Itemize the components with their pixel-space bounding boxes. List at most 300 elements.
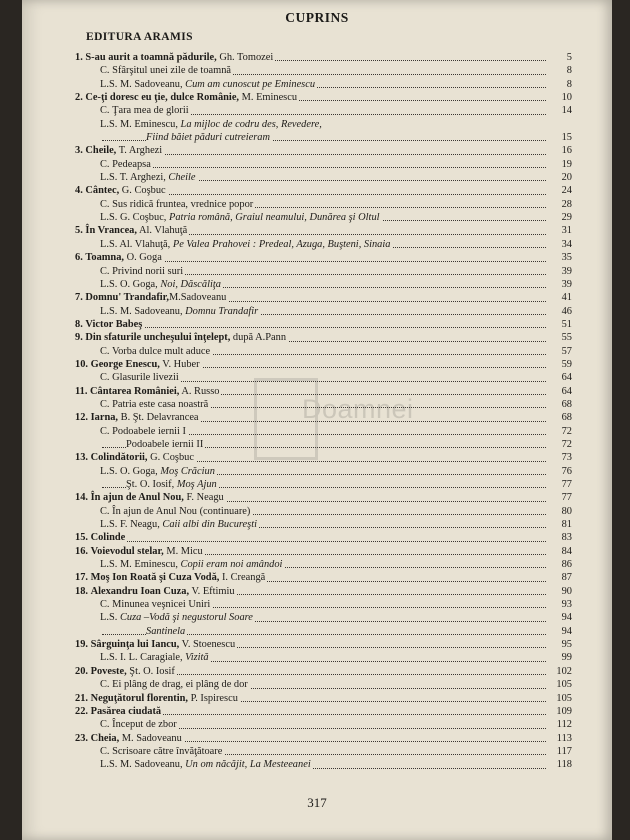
toc-entry-author: G. Coşbuc, bbox=[119, 212, 170, 224]
toc-entry-number: 1. bbox=[75, 52, 83, 63]
toc-entry bbox=[22, 224, 612, 237]
toc-entry-marker: L.S. bbox=[100, 278, 118, 290]
toc-entry-number: 19. bbox=[75, 639, 88, 651]
toc-entry-author: Sfârşitul unei zile de toamnă bbox=[112, 65, 232, 77]
toc-entry-text bbox=[75, 251, 164, 264]
toc-entry-number: 4. bbox=[75, 185, 83, 197]
toc-entry-page: 77 bbox=[546, 491, 572, 504]
toc-entry bbox=[22, 251, 612, 264]
toc-entry-author: M. Eminescu bbox=[239, 92, 298, 104]
toc-entry-author: V. Eftimiu bbox=[189, 585, 235, 597]
toc-entry-author: după A.Pann bbox=[230, 332, 287, 344]
toc-entry-author: În ajun de Anul Nou (continuare) bbox=[112, 505, 251, 517]
toc-entry-marker: L.S. bbox=[100, 118, 118, 130]
toc-entry-heading: George Enescu, bbox=[90, 358, 160, 370]
toc-entry bbox=[22, 318, 612, 331]
toc-entry-text bbox=[75, 585, 237, 598]
toc-entry-page: 81 bbox=[546, 518, 572, 531]
toc-entry-text bbox=[75, 385, 221, 398]
toc-entry-text bbox=[100, 611, 255, 624]
toc-entry bbox=[22, 345, 612, 358]
toc-entry-page: 59 bbox=[546, 358, 572, 371]
dot-leader bbox=[102, 541, 546, 542]
toc-entry-heading: Din sfaturile uncheşului înţelept, bbox=[85, 332, 231, 344]
toc-entry-page: 64 bbox=[546, 385, 572, 398]
publisher-heading: EDITURA ARAMIS bbox=[86, 31, 193, 43]
toc-entry-marker: C. bbox=[100, 65, 110, 77]
dot-leader bbox=[102, 167, 546, 168]
toc-entry-number: 13. bbox=[75, 452, 88, 464]
page-number: 317 bbox=[307, 795, 327, 810]
toc-entry-author: P. Ispirescu bbox=[187, 692, 238, 704]
toc-entry-author: Şt. O. Iosif, bbox=[126, 479, 177, 490]
toc-entry-marker: C. bbox=[100, 198, 110, 210]
toc-entry bbox=[22, 692, 612, 705]
toc-entry-author: I. L. Caragiale, bbox=[119, 652, 186, 664]
toc-entry bbox=[22, 505, 612, 518]
toc-entry-marker: L.S. bbox=[100, 212, 118, 224]
toc-entry bbox=[22, 51, 612, 64]
toc-entry-text bbox=[100, 238, 392, 251]
toc-entry-text bbox=[75, 358, 202, 371]
toc-entry-author: Al. Vlahuţă, bbox=[119, 238, 173, 250]
toc-entry bbox=[22, 211, 612, 224]
toc-entry-author: O. Goga bbox=[124, 252, 162, 264]
toc-entry bbox=[22, 118, 612, 131]
toc-entry-page: 14 bbox=[546, 104, 572, 117]
toc-entry-number: 8. bbox=[75, 318, 83, 330]
toc-entry-marker: L.S. bbox=[100, 172, 118, 184]
toc-entry bbox=[22, 131, 612, 144]
toc-entry-text bbox=[75, 91, 299, 104]
toc-entry-marker: L.S. bbox=[100, 559, 118, 571]
toc-entry-text bbox=[100, 64, 233, 77]
toc-entry bbox=[22, 78, 612, 91]
toc-entry-text bbox=[126, 478, 219, 491]
toc-entry-text bbox=[75, 331, 288, 344]
toc-entry-italic-title: Moş Ajun bbox=[176, 479, 217, 490]
toc-entry-text bbox=[100, 278, 223, 291]
toc-entry-heading: Toamna, bbox=[85, 252, 124, 264]
toc-entry-author: Al. Vlahuţă bbox=[136, 225, 188, 237]
toc-entry-page: 94 bbox=[546, 611, 572, 624]
toc-entry-page: 77 bbox=[546, 478, 572, 491]
toc-entry-heading: Moş Ion Roată şi Cuza Vodă, bbox=[90, 572, 220, 584]
toc-entry-page: 93 bbox=[546, 598, 572, 611]
toc-entry-text bbox=[100, 171, 198, 184]
toc-entry-text bbox=[75, 451, 196, 464]
book-page bbox=[22, 0, 612, 840]
toc-entry-page: 86 bbox=[546, 558, 572, 571]
toc-entry-marker: C. bbox=[100, 679, 110, 691]
toc-entry-page: 57 bbox=[546, 345, 572, 358]
toc-entry-text bbox=[75, 144, 164, 157]
toc-entry-marker: C. bbox=[100, 425, 110, 437]
toc-entry-author: A. Russo bbox=[179, 385, 220, 397]
toc-entry-number: 21. bbox=[75, 692, 88, 704]
toc-entry-author: Ţara mea de glorii bbox=[112, 105, 189, 117]
toc-entry bbox=[22, 104, 612, 117]
toc-entry-page: 83 bbox=[546, 531, 572, 544]
toc-entry-author: M. Micu bbox=[163, 545, 203, 557]
toc-entry-page: 90 bbox=[546, 585, 572, 598]
toc-entry-heading: Ce-ţi doresc eu ţie, dulce Românie, bbox=[85, 92, 240, 104]
toc-entry-page: 55 bbox=[546, 331, 572, 344]
toc-entry bbox=[22, 465, 612, 478]
toc-entry-text bbox=[75, 531, 127, 544]
toc-entry-page: 95 bbox=[546, 638, 572, 651]
toc-entry-author: M. Sadoveanu, bbox=[119, 78, 186, 90]
toc-entry-page: 72 bbox=[546, 425, 572, 438]
toc-entry-italic-title: Domnu Trandafir bbox=[185, 305, 259, 317]
toc-entry-marker: L.S. bbox=[100, 305, 118, 317]
toc-entry-text bbox=[100, 211, 382, 224]
toc-entry-text bbox=[100, 718, 179, 731]
toc-entry-text bbox=[100, 678, 250, 691]
toc-entry-italic-title: Cheile bbox=[168, 172, 196, 184]
toc-entry bbox=[22, 585, 612, 598]
toc-entry-heading: Voievodul stelar, bbox=[90, 545, 164, 557]
toc-entry-page: 41 bbox=[546, 291, 572, 304]
toc-entry-page: 84 bbox=[546, 545, 572, 558]
toc-entry-page: 15 bbox=[546, 131, 572, 144]
toc-entry-marker: C. bbox=[100, 158, 110, 170]
toc-entry-page: 39 bbox=[546, 265, 572, 278]
toc-entry-text bbox=[100, 745, 224, 758]
toc-entry-marker: C. bbox=[100, 265, 110, 277]
toc-entry-text bbox=[75, 184, 168, 197]
watermark-text: Doamnei bbox=[302, 394, 414, 424]
toc-entry-text bbox=[100, 118, 324, 131]
toc-entry bbox=[22, 611, 612, 624]
toc-entry-page: 46 bbox=[546, 305, 572, 318]
toc-entry-page: 117 bbox=[546, 745, 572, 758]
toc-entry-marker: C. bbox=[100, 505, 110, 517]
toc-entry-text bbox=[75, 705, 163, 718]
toc-entry-marker: L.S. bbox=[100, 759, 118, 771]
toc-entry-author: Patria este casa noastră bbox=[112, 398, 209, 410]
toc-entry-heading: Neguţătorul florentin, bbox=[90, 692, 188, 704]
toc-entry-page: 10 bbox=[546, 91, 572, 104]
toc-entry-author: Glasurile livezii bbox=[112, 372, 179, 384]
toc-entry-text bbox=[75, 411, 201, 424]
toc-entry-number: 10. bbox=[75, 358, 88, 370]
toc-entry bbox=[22, 518, 612, 531]
toc-entry-number: 3. bbox=[75, 145, 83, 157]
toc-entry-text bbox=[75, 51, 275, 64]
toc-entry bbox=[22, 545, 612, 558]
toc-entry-text bbox=[100, 371, 181, 384]
toc-entry-author: Podoabele iernii II bbox=[126, 438, 204, 450]
toc-entry-heading: Domnu' Trandafir, bbox=[85, 292, 169, 304]
toc-entry-marker: C. bbox=[100, 105, 110, 117]
toc-entry-marker: L.S. bbox=[100, 612, 118, 624]
toc-entry-author: O. Goga, bbox=[119, 278, 161, 290]
toc-entry-heading: În ajun de Anul Nou, bbox=[90, 492, 184, 504]
toc-entry-author: Vorba dulce mult aduce bbox=[111, 345, 211, 357]
toc-entry-page: 20 bbox=[546, 171, 572, 184]
toc-entry-page: 73 bbox=[546, 451, 572, 464]
toc-entry-italic-title: Fiind băiet păduri cutreieram bbox=[146, 132, 270, 144]
toc-entry bbox=[22, 758, 612, 771]
toc-entry bbox=[22, 238, 612, 251]
toc-entry-number: 14. bbox=[75, 492, 88, 504]
toc-entry-author: Ei plâng de drag, ei plâng de dor bbox=[112, 679, 248, 691]
toc-entry-author: Pedeapsa bbox=[112, 158, 151, 170]
toc-entry-page: 31 bbox=[546, 224, 572, 237]
toc-entry-page: 19 bbox=[546, 158, 572, 171]
toc-entry-page: 112 bbox=[546, 718, 572, 731]
toc-entry-text bbox=[100, 518, 259, 531]
toc-entry-marker: C. bbox=[100, 599, 110, 611]
toc-entry-author: M. Sadoveanu bbox=[119, 732, 182, 744]
toc-entry-text bbox=[100, 651, 211, 664]
toc-entry bbox=[22, 491, 612, 504]
toc-entry-author: M. Sadoveanu, bbox=[119, 305, 186, 317]
toc-entry bbox=[22, 651, 612, 664]
toc-entry-text bbox=[100, 158, 153, 171]
toc-entry-number: 5. bbox=[75, 225, 83, 237]
toc-entry bbox=[22, 745, 612, 758]
toc-entry-heading: Colindătorii, bbox=[90, 452, 148, 464]
toc-entry bbox=[22, 571, 612, 584]
toc-entry bbox=[22, 358, 612, 371]
toc-entry-text bbox=[75, 732, 184, 745]
toc-entry-page: 68 bbox=[546, 398, 572, 411]
toc-entry-text bbox=[100, 104, 191, 117]
toc-entry-italic-title: Caii albi din Bucureşti bbox=[162, 519, 257, 531]
toc-entry-author: V. Huber bbox=[159, 358, 200, 370]
toc-entry-number: 15. bbox=[75, 532, 88, 544]
toc-entry-page: 118 bbox=[546, 758, 572, 771]
toc-entry-text bbox=[100, 305, 260, 318]
toc-entry-text bbox=[100, 198, 255, 211]
toc-entry-page: 5 bbox=[546, 51, 572, 64]
toc-entry-page: 8 bbox=[546, 78, 572, 91]
toc-entry-heading: Cântec, bbox=[85, 185, 120, 197]
toc-entry bbox=[22, 558, 612, 571]
toc-entry-text bbox=[100, 598, 212, 611]
toc-entry-heading: Cheia, bbox=[90, 732, 120, 744]
toc-entry-marker: L.S. bbox=[100, 78, 118, 90]
toc-entry-author: V. Stoenescu bbox=[179, 639, 236, 651]
toc-entry-text bbox=[100, 505, 252, 518]
toc-entry-page: 102 bbox=[546, 665, 572, 678]
dot-leader bbox=[102, 327, 546, 328]
toc-entry-number: 11. bbox=[75, 385, 88, 397]
toc-entry bbox=[22, 598, 612, 611]
toc-entry-marker: C. bbox=[100, 398, 110, 410]
toc-entry-italic-title: Moş Crăciun bbox=[160, 465, 215, 477]
toc-entry-text bbox=[75, 665, 177, 678]
toc-entry-text bbox=[75, 291, 228, 304]
toc-entry-author: F. Neagu, bbox=[119, 519, 163, 531]
toc-entry bbox=[22, 278, 612, 291]
toc-entry-author: T. Arghezi bbox=[116, 145, 163, 157]
toc-entry-marker: L.S. bbox=[100, 652, 118, 664]
toc-entry-italic-title: Patria română, Graiul neamului, Dunărea şi Oltul bbox=[169, 212, 380, 224]
toc-entry-text bbox=[100, 78, 317, 91]
toc-entry-italic-title: Un om năcăjit, La Mesteeanei bbox=[185, 759, 311, 771]
toc-entry bbox=[22, 171, 612, 184]
toc-entry-text bbox=[75, 491, 226, 504]
toc-entry-page: 105 bbox=[546, 692, 572, 705]
toc-entry-marker: C. bbox=[100, 345, 110, 357]
toc-entry-marker: C. bbox=[100, 745, 110, 757]
toc-entry-heading: Cheile, bbox=[85, 145, 117, 157]
toc-entry bbox=[22, 291, 612, 304]
toc-entry-author: Gh. Tomozei bbox=[216, 52, 274, 63]
toc-entry bbox=[22, 705, 612, 718]
toc-entry-text bbox=[75, 545, 205, 558]
toc-entry-page: 64 bbox=[546, 371, 572, 384]
toc-entry-heading: Cântarea României, bbox=[90, 385, 180, 397]
toc-entry-page: 109 bbox=[546, 705, 572, 718]
toc-entry-italic-title: Pe Valea Prahovei : Predeal, Azuga, Buşteni, Sinaia bbox=[172, 238, 391, 250]
toc-entry-text bbox=[100, 758, 313, 771]
dot-leader bbox=[102, 194, 546, 195]
toc-entry-number: 7. bbox=[75, 292, 83, 304]
toc-entry-page: 72 bbox=[546, 438, 572, 451]
toc-entry bbox=[22, 678, 612, 691]
toc-entry-text bbox=[75, 318, 144, 331]
toc-entry-author: Început de zbor bbox=[112, 719, 177, 731]
toc-entry-author: B. Şt. Delavrancea bbox=[118, 412, 199, 424]
toc-entry-page: 68 bbox=[546, 411, 572, 424]
toc-entry-heading: S-au aurit a toamnă pădurile, bbox=[85, 52, 217, 63]
toc-entry-text bbox=[100, 398, 210, 411]
toc-entry-marker: C. bbox=[100, 719, 110, 731]
toc-entry-italic-title: Copii eram noi amândoi bbox=[180, 559, 283, 571]
toc-entry-heading: Iarna, bbox=[90, 412, 119, 424]
toc-entry bbox=[22, 184, 612, 197]
toc-entry-marker: L.S. bbox=[100, 238, 118, 250]
toc-entry-text bbox=[146, 131, 272, 144]
toc-entry bbox=[22, 638, 612, 651]
toc-entry-author: Sus ridică fruntea, vrednice popor bbox=[112, 198, 254, 210]
toc-entry-number: 12. bbox=[75, 412, 88, 424]
toc-entry-heading: Poveste, bbox=[90, 665, 127, 677]
toc-entry-page: 24 bbox=[546, 184, 572, 197]
toc-entry-author: M. Eminescu, bbox=[119, 559, 181, 571]
toc-entry-page: 80 bbox=[546, 505, 572, 518]
toc-entry-text bbox=[146, 625, 187, 638]
watermark bbox=[254, 378, 414, 458]
toc-entry-author: Privind norii suri bbox=[112, 265, 184, 277]
toc-entry-page: 99 bbox=[546, 651, 572, 664]
toc-entry-page: 76 bbox=[546, 465, 572, 478]
toc-entry-heading: Alexandru Ioan Cuza, bbox=[90, 585, 190, 597]
toc-entry-italic-title: Cuza –Vodă şi negustorul Soare bbox=[119, 612, 253, 624]
toc-entry-page: 51 bbox=[546, 318, 572, 331]
toc-entry-heading: Pasărea ciudată bbox=[90, 705, 162, 717]
toc-entry-author: F. Neagu bbox=[183, 492, 224, 504]
toc-entry-text bbox=[75, 638, 237, 651]
toc-entry-italic-title: Vizită bbox=[185, 652, 209, 664]
toc-entry-author: Scrisoare către învăţătoare bbox=[112, 745, 223, 757]
toc-entry-author: G. Coşbuc bbox=[147, 452, 194, 464]
toc-entry-marker: L.S. bbox=[100, 465, 118, 477]
toc-entry-page: 29 bbox=[546, 211, 572, 224]
toc-entry-page: 105 bbox=[546, 678, 572, 691]
toc-entry-italic-title: Cum am cunoscut pe Eminescu bbox=[185, 78, 316, 90]
toc-entry-author: I. Creangă bbox=[219, 572, 266, 584]
toc-entry bbox=[22, 718, 612, 731]
toc-entry-text bbox=[100, 558, 284, 571]
toc-entry-italic-title: Santinela bbox=[146, 625, 186, 637]
dot-leader bbox=[102, 154, 546, 155]
toc-entry bbox=[22, 305, 612, 318]
toc-entry-number: 9. bbox=[75, 332, 83, 344]
toc-entry-heading: Sârguinţa lui Iancu, bbox=[90, 639, 180, 651]
toc-entry-author: Şt. O. Iosif bbox=[126, 665, 175, 677]
toc-entry-number: 18. bbox=[75, 585, 88, 597]
toc-entry bbox=[22, 144, 612, 157]
toc-entry-text bbox=[100, 345, 212, 358]
toc-entry-text bbox=[100, 465, 217, 478]
toc-entry-page: 113 bbox=[546, 732, 572, 745]
toc-entry bbox=[22, 198, 612, 211]
toc-entry-page: 28 bbox=[546, 198, 572, 211]
toc-entry-marker: C. bbox=[100, 372, 110, 384]
toc-entry-text bbox=[75, 571, 267, 584]
toc-entry-text bbox=[75, 692, 240, 705]
toc-entry-number: 20. bbox=[75, 665, 88, 677]
toc-entry bbox=[22, 158, 612, 171]
toc-entry bbox=[22, 625, 612, 638]
toc-entry-author: Podoabele iernii I bbox=[112, 425, 187, 437]
toc-entry-number: 6. bbox=[75, 252, 83, 264]
toc-entry bbox=[22, 478, 612, 491]
toc-entry-author: M. Eminescu, bbox=[119, 118, 181, 130]
toc-entry-author: G. Coşbuc bbox=[119, 185, 166, 197]
toc-entry-number: 22. bbox=[75, 705, 88, 717]
toc-entry-text bbox=[75, 224, 189, 237]
toc-entry-number: 16. bbox=[75, 545, 88, 557]
toc-entry-author: M.Sadoveanu bbox=[168, 292, 227, 304]
toc-entry-number: 23. bbox=[75, 732, 88, 744]
page-title: CUPRINS bbox=[285, 10, 349, 25]
toc-entry-author: O. Goga, bbox=[119, 465, 161, 477]
toc-entry bbox=[22, 732, 612, 745]
toc-entry-page: 8 bbox=[546, 64, 572, 77]
toc-entry bbox=[22, 531, 612, 544]
toc-entry-marker: L.S. bbox=[100, 519, 118, 531]
toc-entry bbox=[22, 64, 612, 77]
toc-entry-text bbox=[100, 425, 188, 438]
toc-entry bbox=[22, 331, 612, 344]
toc-entry bbox=[22, 665, 612, 678]
toc-entry-heading: Colinde bbox=[90, 532, 126, 544]
toc-entry-author: T. Arghezi, bbox=[119, 172, 169, 184]
dot-leader bbox=[102, 261, 546, 262]
toc-entry-page: 35 bbox=[546, 251, 572, 264]
toc-entry-page: 87 bbox=[546, 571, 572, 584]
toc-entry-italic-title: Noi, Dăscăliţa bbox=[160, 278, 221, 290]
dot-leader bbox=[102, 714, 546, 715]
toc-entry-text bbox=[126, 438, 205, 451]
toc-entry-number: 2. bbox=[75, 92, 83, 104]
toc-entry-heading: Victor Babeş bbox=[85, 318, 143, 330]
toc-entry-page: 39 bbox=[546, 278, 572, 291]
toc-entry-number: 17. bbox=[75, 572, 88, 584]
toc-entry-italic-title: La mijloc de codru des, Revedere, bbox=[180, 118, 322, 130]
toc-entry-author: Minunea veşnicei Uniri bbox=[112, 599, 211, 611]
toc-entry-page: 94 bbox=[546, 625, 572, 638]
toc-entry-text bbox=[100, 265, 185, 278]
toc-entry-heading: În Vrancea, bbox=[85, 225, 137, 237]
toc-entry-page: 16 bbox=[546, 144, 572, 157]
